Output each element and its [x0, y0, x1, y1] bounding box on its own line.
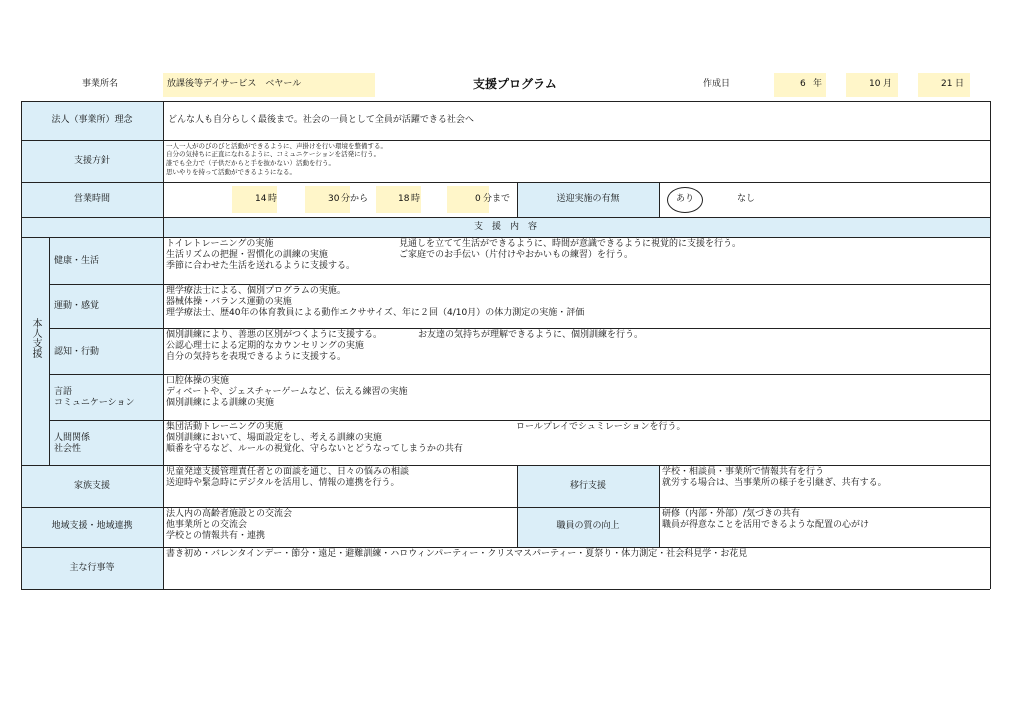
year-unit: 年	[813, 79, 823, 89]
row-label: 認知・行動	[54, 347, 100, 357]
personal-label: 本人支援	[30, 318, 41, 358]
community-label: 地域支援・地域連携	[51, 521, 133, 531]
row-text: 公認心理士による定期的なカウンセリングの実施	[166, 341, 364, 351]
row-text-right: ご家庭でのお手伝い（片付けやおかいもの練習）を行う。	[399, 250, 634, 260]
support-header: 支 援 内 容	[473, 222, 537, 232]
hour-unit-2: 時	[411, 194, 421, 204]
events-text: 書き初め・バレンタインデー・節分・遠足・避難訓練・ハロウィンパーティー・クリスマスパーティー・夏祭り・体力測定・社会科見学・お花見	[166, 549, 748, 559]
philosophy-label: 法人（事業所）理念	[51, 115, 133, 125]
grid-line	[49, 284, 990, 285]
grid-line	[21, 140, 990, 141]
start-hour: 14	[255, 194, 267, 204]
row-text: 理学療法士による、個別プログラムの実施。	[166, 286, 346, 296]
policy-line: 自分の気持ちに正直になれるように、コミュニケーションを活発に行う。	[166, 150, 381, 158]
row-label: コミュニケーション	[54, 398, 135, 408]
philosophy-text: どんな人も自分らしく最後まで。社会の一員として全員が活躍できる社会へ	[168, 115, 474, 125]
staff-text: 研修（内部・外部）/気づきの共有	[662, 509, 801, 519]
transition-text: 就労する場合は、当事業所の様子を引継ぎ、共有する。	[662, 478, 887, 488]
family-text: 送迎時や緊急時にデジタルを活用し、情報の連携を行う。	[166, 478, 400, 488]
min-from: 分から	[341, 194, 369, 204]
year-value: 6	[800, 79, 806, 89]
policy-line: 一人一人がのびのびと活動ができるように、声掛けを行い環境を整備する。	[166, 142, 387, 150]
community-text: 学校との情報共有・連携	[166, 531, 266, 541]
row-text: 個別訓練により、善悪の区別がつくように支援する。	[166, 330, 383, 340]
staff-text: 職員が得意なことを活用できるような配置の心がけ	[662, 520, 870, 530]
policy-label: 支援方針	[73, 156, 110, 166]
transition-text: 学校・相談員・事業所で情報共有を行う	[662, 467, 825, 477]
grid-line	[21, 101, 22, 589]
grid-line	[21, 507, 990, 508]
row-text: 個別訓練において、場面設定をし、考える訓練の実施	[166, 433, 382, 443]
family-label: 家族支援	[73, 481, 110, 491]
end-hour: 18	[398, 194, 410, 204]
staff-label: 職員の質の向上	[556, 521, 620, 531]
day-unit: 日	[955, 79, 965, 89]
grid-line	[49, 420, 990, 421]
grid-line	[49, 328, 990, 329]
month-value: 10	[869, 79, 881, 89]
grid-line	[49, 374, 990, 375]
grid-line	[990, 101, 991, 589]
grid-line	[21, 547, 990, 548]
row-text: 季節に合わせた生活を送れるように支援する。	[166, 261, 356, 271]
grid-line	[21, 101, 990, 102]
row-label: 運動・感覚	[54, 301, 100, 311]
grid-line	[21, 182, 990, 183]
community-text: 他事業所との交流会	[166, 520, 248, 530]
policy-line: 思いやりを持って活動ができるようになる。	[166, 168, 296, 176]
day-value: 21	[941, 79, 953, 89]
grid-line	[659, 182, 660, 217]
end-min: 0	[475, 194, 481, 204]
row-text: 順番を守るなど、ルールの視覚化、守らないとどうなってしまうかの共有	[166, 444, 463, 454]
events-label: 主な行事等	[69, 563, 115, 573]
community-text: 法人内の高齢者施設との交流会	[166, 509, 293, 519]
month-unit: 月	[883, 79, 893, 89]
row-label: 言語	[54, 387, 73, 397]
grid-line	[49, 237, 50, 465]
transport-label: 送迎実施の有無	[556, 194, 620, 204]
row-label: 人間関係	[54, 433, 91, 443]
grid-line	[659, 465, 660, 547]
row-text: トイレトレーニングの実施	[166, 239, 274, 249]
row-label: 健康・生活	[54, 256, 100, 266]
start-min: 30	[328, 194, 340, 204]
row-text-right: ロールプレイでシュミレーションを行う。	[516, 422, 686, 432]
transition-label: 移行支援	[569, 481, 606, 491]
min-until: 分まで	[483, 194, 511, 204]
grid-line	[517, 465, 518, 547]
created-label: 作成日	[703, 79, 731, 89]
policy-line: 誰でも全力で（子供だからと手を抜かない）活動を行う。	[166, 159, 335, 167]
office-name: 放課後等デイサービス ベヤール	[167, 79, 302, 89]
row-text: 理学療法士、歴40年の体育教員による動作エクササイズ、年に２回（4/10月）の体力測定の実施・評価	[166, 308, 585, 318]
transport-yes: あり	[675, 194, 694, 204]
page-title: 支援プログラム	[473, 77, 557, 91]
grid-line	[21, 589, 990, 590]
hours-label: 営業時間	[73, 194, 110, 204]
row-text: 自分の気持ちを表現できるように支援する。	[166, 352, 347, 362]
grid-line	[21, 237, 990, 238]
row-text: ディベートや、ジェスチャーゲームなど、伝える練習の実施	[166, 387, 408, 397]
row-text: 個別訓練による訓練の実施	[166, 398, 275, 408]
family-text: 児童発達支援管理責任者との面談を通じ、日々の悩みの相談	[166, 467, 410, 477]
row-text-right: 見通しを立てて生活ができるように、時間が意識できるように視覚的に支援を行う。	[399, 239, 742, 249]
row-text: 器械体操・バランス運動の実施	[166, 297, 292, 307]
grid-line	[21, 465, 990, 466]
grid-line	[21, 217, 990, 218]
transport-no: なし	[737, 194, 756, 204]
row-text: 生活リズムの把握・習慣化の訓練の実施	[166, 250, 328, 260]
office-label: 事業所名	[81, 79, 118, 89]
row-text: 口腔体操の実施	[166, 376, 230, 386]
row-label: 社会性	[54, 444, 82, 454]
row-text-right: お友達の気持ちが理解できるように、個別訓練を行う。	[418, 330, 644, 340]
hour-unit: 時	[268, 194, 278, 204]
row-text: 集団活動トレーニングの実施	[166, 422, 283, 432]
grid-line	[163, 101, 164, 589]
